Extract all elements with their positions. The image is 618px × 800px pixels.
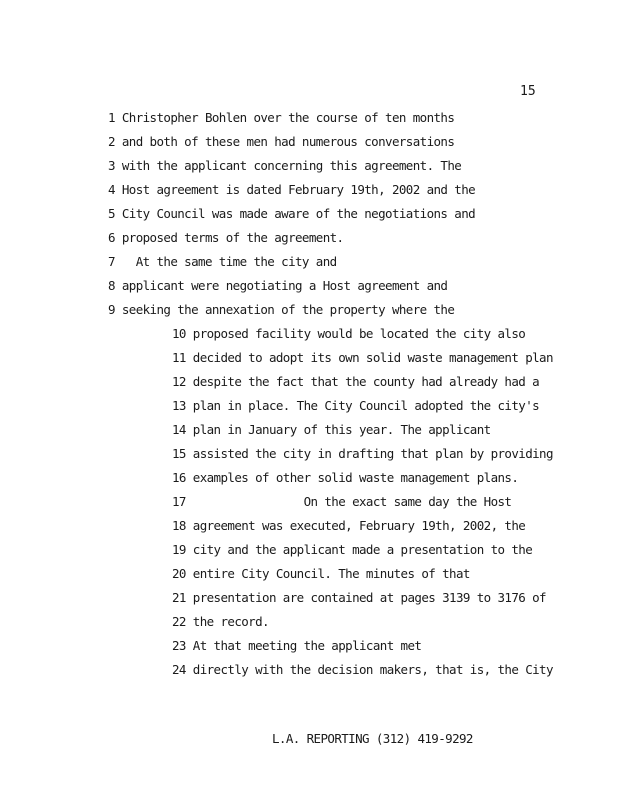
transcript-line: 10 proposed facility would be located the city also [172,326,526,341]
transcript-line: 11 decided to adopt its own solid waste management plan [172,350,553,365]
transcript-line: 18 agreement was executed, February 19th, 2002, the [172,518,526,533]
transcript-line: 23 At that meeting the applicant met [172,638,422,653]
transcript-line: 19 city and the applicant made a presentation to the [172,542,533,557]
transcript-line: 24 directly with the decision makers, that is, the City [172,662,553,677]
transcript-line: 5 City Council was made aware of the negotiations and [108,206,476,221]
transcript-line: 7 At the same time the city and [108,254,337,269]
transcript-line: 21 presentation are contained at pages 3139 to 3176 of [172,590,546,605]
transcript-line: 16 examples of other solid waste management plans. [172,470,519,485]
transcript-line: 3 with the applicant concerning this agreement. The [108,158,462,173]
page-number: 15 [520,84,536,99]
transcript-line: 17 On the exact same day the Host [172,494,512,509]
transcript-line: 14 plan in January of this year. The applicant [172,422,491,437]
transcript-line: 22 the record. [172,614,269,629]
transcript-line: 12 despite the fact that the county had already had a [172,374,540,389]
transcript-line: 1 Christopher Bohlen over the course of ten months [108,110,455,125]
transcript-line: 8 applicant were negotiating a Host agreement and [108,278,448,293]
transcript-line: 6 proposed terms of the agreement. [108,230,344,245]
reporter-footer: L.A. REPORTING (312) 419-9292 [272,731,473,746]
transcript-line: 4 Host agreement is dated February 19th, 2002 and the [108,182,476,197]
transcript-line: 15 assisted the city in drafting that plan by providing [172,446,553,461]
transcript-line: 2 and both of these men had numerous conversations [108,134,455,149]
transcript-line: 9 seeking the annexation of the property where the [108,302,455,317]
transcript-line: 20 entire City Council. The minutes of that [172,566,470,581]
transcript-line: 13 plan in place. The City Council adopted the city's [172,398,540,413]
